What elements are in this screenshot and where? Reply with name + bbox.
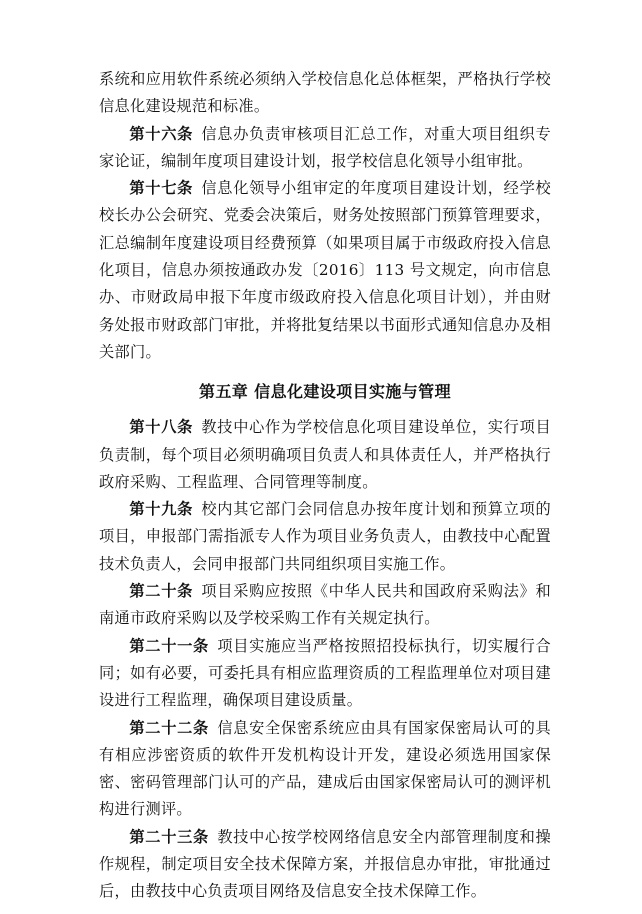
article-text: 教技中心按学校网络信息安全内部管理制度和操作规程，制定项目安全技术保障方案，并报信息办审批，审批通过后，由教技中心负责项目网络及信息安全技术保障工作。 xyxy=(99,827,551,901)
article-23 xyxy=(99,824,551,906)
article-number: 第二十一条 xyxy=(129,636,209,655)
article-number: 第十七条 xyxy=(129,179,194,198)
article-number: 第二十二条 xyxy=(129,718,209,737)
article-text: 项目实施应当严格按照招投标执行，切实履行合同；如有必要，可委托具有相应监理资质的工程监理单位对项目建设进行工程监理，确保项目建设质量。 xyxy=(99,636,551,710)
continuation-paragraph: 系统和应用软件系统必须纳入学校信息化总体框架，严格执行学校信息化建设规范和标准。 xyxy=(99,70,551,116)
article-20 xyxy=(99,578,551,633)
article-text: 信息办负责审核项目汇总工作，对重大项目组织专家论证，编制年度项目建设计划，报学校信息化领导小组审批。 xyxy=(99,124,551,170)
article-text: 信息安全保密系统应由具有国家保密局认可的具有相应涉密资质的软件开发机构设计开发，建设必须选用国家保密、密码管理部门认可的产品，建成后由国家保密局认可的测评机构进行测评。 xyxy=(99,718,551,819)
article-number: 第十九条 xyxy=(129,500,194,519)
article-17 xyxy=(99,175,551,366)
article-16 xyxy=(99,121,551,176)
article-21 xyxy=(99,633,551,715)
article-number: 第二十条 xyxy=(129,582,194,601)
article-number: 第二十三条 xyxy=(129,827,209,846)
article-19 xyxy=(99,496,551,578)
article-number: 第十八条 xyxy=(129,418,194,437)
document-body xyxy=(99,66,551,906)
article-text: 项目采购应按照《中华人民共和国政府采购法》和南通市政府采购以及学校采购工作有关规定执行。 xyxy=(99,582,551,628)
chapter-heading: 第五章 信息化建设项目实施与管理 xyxy=(199,382,451,402)
article-22 xyxy=(99,715,551,824)
article-text: 校内其它部门会同信息办按年度计划和预算立项的项目，申报部门需指派专人作为项目业务负责人，由教技中心配置技术负责人，会同申报部门共同组织项目实施工作。 xyxy=(99,500,551,573)
article-18 xyxy=(99,414,551,496)
article-text: 信息化领导小组审定的年度项目建设计划，经学校校长办公会研究、党委会决策后，财务处按照部门预算管理要求，汇总编制年度建设项目经费预算（如果项目属于市级政府投入信息化项目，信息办须按通政办发〔2016〕113 号文规定，向市信息办、市财政局申报下年度市级政府投入信息化项目计划），并由财务处报市财政部门审批，并将批复结果以书面形式通知信息办及相关部门。 xyxy=(99,179,551,361)
article-text: 教技中心作为学校信息化项目建设单位，实行项目负责制，每个项目必须明确项目负责人和具体责任人，并严格执行政府采购、工程监理、合同管理等制度。 xyxy=(99,418,551,491)
article-number: 第十六条 xyxy=(129,124,194,143)
